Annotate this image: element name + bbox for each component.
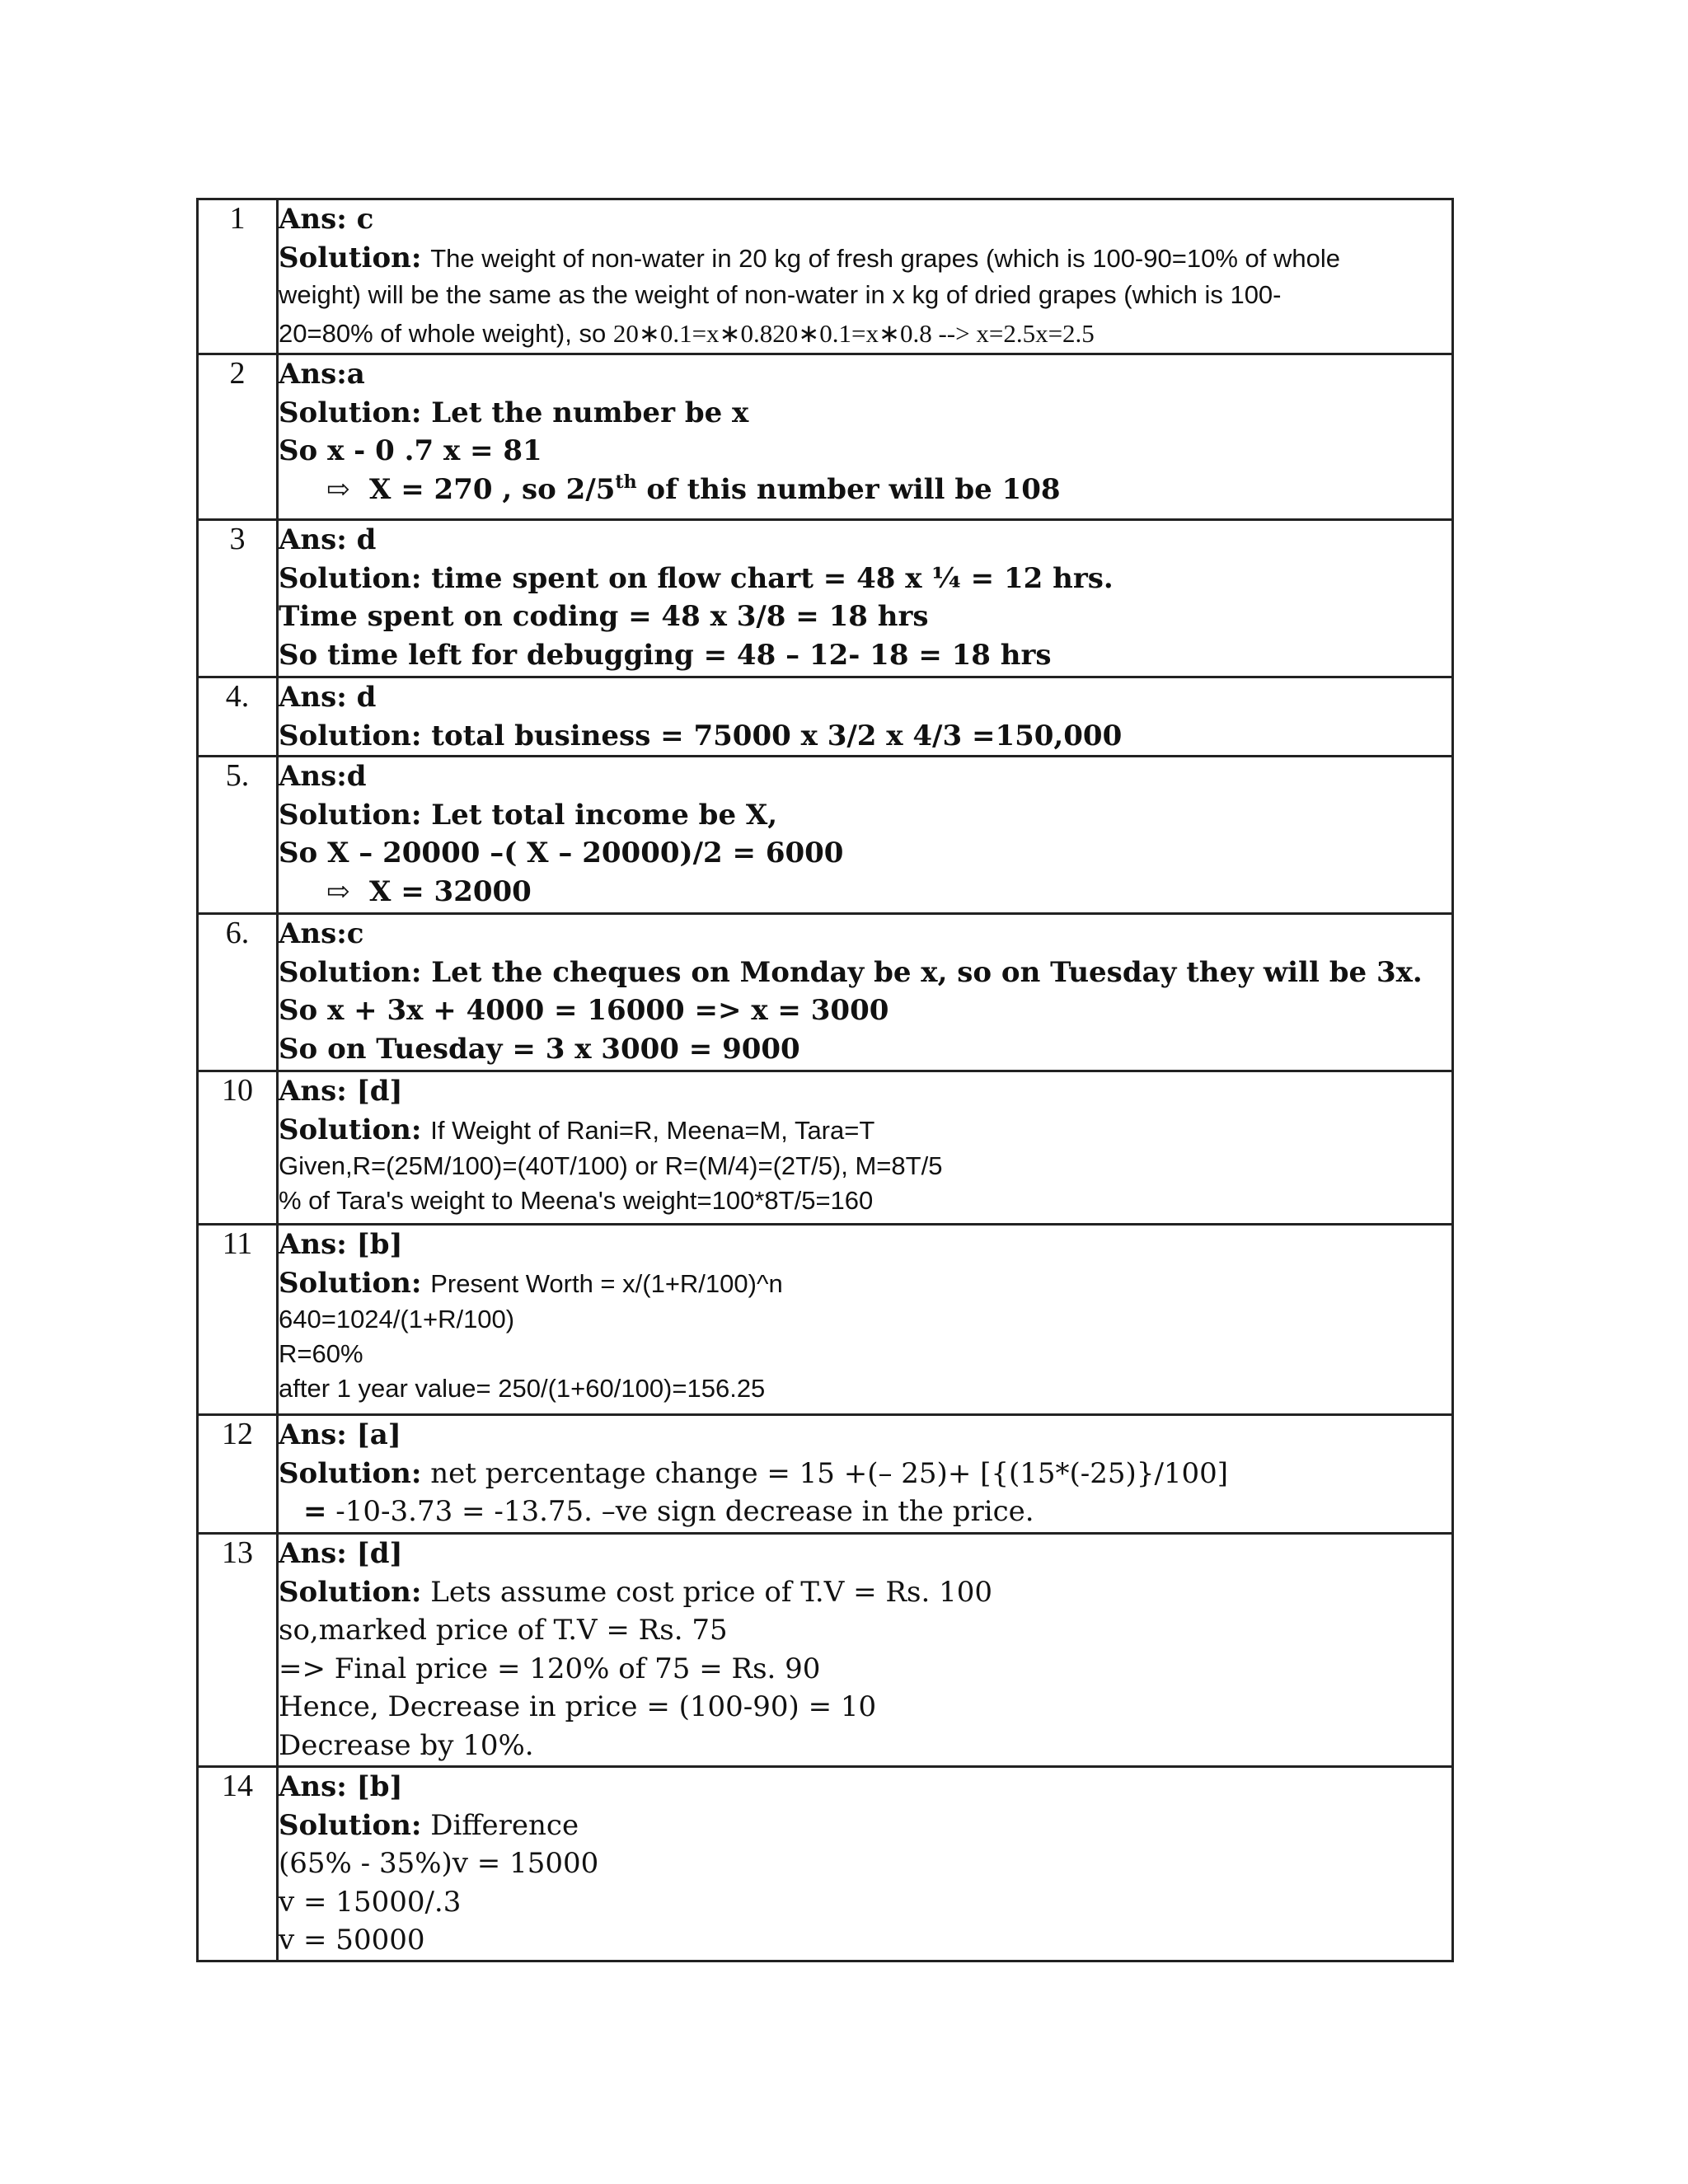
solution-line [279, 239, 1451, 278]
table-row [198, 199, 1453, 354]
table-row [198, 1767, 1453, 1961]
solution-label: Solution: [279, 1808, 422, 1842]
solution-text: X = 32000 [369, 874, 532, 908]
solution-line: So X – 20000 –( X – 20000)/2 = 6000 [279, 837, 844, 869]
solution-line: v = 15000/.3 [279, 1885, 462, 1919]
answer-cell [278, 757, 1453, 914]
solution-line: Solution: total business = 75000 x 3/2 x 4/3 =150,000 [279, 719, 1123, 752]
solution-text: Lets assume cost price of T.V = Rs. 100 [430, 1575, 992, 1609]
question-number: 4. [198, 677, 278, 757]
solution-line: (65% - 35%)v = 15000 [279, 1847, 599, 1880]
answer-label: Ans: [d] [279, 1075, 403, 1108]
solution-line: R=60% [279, 1339, 363, 1368]
answer-label: Ans: [a] [279, 1418, 401, 1451]
answer-cell [278, 1071, 1453, 1225]
solution-line: so,marked price of T.V = Rs. 75 [279, 1614, 728, 1647]
question-number: 2 [198, 354, 278, 520]
solution-text: Present Worth = x/(1+R/100)^n [430, 1268, 783, 1298]
solution-line: after 1 year value= 250/(1+60/100)=156.25 [279, 1374, 766, 1403]
answers-table [196, 198, 1454, 1962]
solution-line [279, 314, 1451, 354]
table-row [198, 354, 1453, 520]
answer-label: Ans: d [279, 523, 377, 556]
table-row [198, 914, 1453, 1071]
answer-label: Ans: [d] [279, 1537, 403, 1570]
table-row [198, 1225, 1453, 1415]
solution-line: So time left for debugging = 48 – 12- 18 = 18 hrs [279, 638, 1052, 672]
answer-label: Ans:c [279, 917, 364, 950]
answer-cell [278, 1534, 1453, 1767]
solution-line: Solution: Let total income be X, [279, 798, 778, 832]
solution-line: weight) will be the same as the weight of non-water in x kg of dried grapes (which is 100- [279, 280, 1282, 309]
solution-text: The weight of non-water in 20 kg of fresh grapes (which is 100-90=10% of whole [430, 243, 1340, 273]
solution-line: Time spent on coding = 48 x 3/8 = 18 hrs [279, 600, 929, 633]
answer-label: Ans: d [279, 681, 377, 714]
arrow-icon: ⇨ [326, 874, 350, 908]
arrow-icon: ⇨ [326, 472, 350, 506]
solution-line: 640=1024/(1+R/100) [279, 1305, 515, 1333]
question-number: 3 [198, 520, 278, 677]
solution-line [279, 1807, 1451, 1845]
solution-line [279, 1573, 1451, 1612]
solution-line [279, 471, 1451, 509]
question-number: 14 [198, 1767, 278, 1961]
table-row [198, 520, 1453, 677]
solution-line: So x + 3x + 4000 = 16000 => x = 3000 [279, 994, 889, 1027]
solution-line: Solution: Let the cheques on Monday be x, so on Tuesday they will be 3x. [279, 955, 1423, 989]
table-row [198, 1415, 1453, 1534]
solution-line [279, 1455, 1451, 1493]
answer-cell [278, 1767, 1453, 1961]
superscript: th [615, 471, 637, 493]
table-row [198, 757, 1453, 914]
solution-line: So on Tuesday = 3 x 3000 = 9000 [279, 1032, 800, 1066]
table-row [198, 1534, 1453, 1767]
answer-cell [278, 1415, 1453, 1534]
solution-label: Solution: [279, 1575, 422, 1609]
solution-label: Solution: [279, 241, 422, 274]
solution-line: So x - 0 .7 x = 81 [279, 434, 542, 467]
solution-text: If Weight of Rani=R, Meena=M, Tara=T [430, 1115, 875, 1145]
answer-cell [278, 914, 1453, 1071]
solution-text: 20=80% of whole weight), so [279, 318, 613, 348]
answer-cell [278, 354, 1453, 520]
solution-line: Decrease by 10%. [279, 1728, 534, 1762]
question-number: 1 [198, 199, 278, 354]
answer-label: Ans:a [279, 358, 365, 391]
solution-line: Solution: Let the number be x [279, 396, 749, 429]
question-number: 10 [198, 1071, 278, 1225]
solution-text: X = 270 , so 2/5 [369, 472, 616, 506]
table-row [198, 677, 1453, 757]
solution-label: Solution: [279, 1113, 422, 1146]
answer-cell [278, 199, 1453, 354]
question-number: 12 [198, 1415, 278, 1534]
formula-text: 20∗0.1=x∗0.820∗0.1=x∗0.8 --> x=2.5x=2.5 [612, 318, 1095, 348]
answer-label: Ans:d [279, 760, 367, 793]
answer-cell [278, 520, 1453, 677]
solution-text: Difference [430, 1808, 579, 1842]
solution-text: net percentage change = 15 +(– 25)+ [{(15*(-25)}/100] [430, 1456, 1229, 1490]
question-number: 6. [198, 914, 278, 1071]
solution-line [279, 1264, 1451, 1303]
solution-label: Solution: [279, 1266, 422, 1300]
solution-line: v = 50000 [279, 1924, 425, 1957]
solution-line: Given,R=(25M/100)=(40T/100) or R=(M/4)=(2T/5), M=8T/5 [279, 1151, 943, 1180]
solution-line: Solution: time spent on flow chart = 48 x ¼ = 12 hrs. [279, 561, 1114, 595]
answer-label: Ans: c [279, 203, 374, 236]
answer-cell [278, 1225, 1453, 1415]
question-number: 11 [198, 1225, 278, 1415]
answer-label: Ans: [b] [279, 1228, 403, 1261]
question-number: 13 [198, 1534, 278, 1767]
solution-text: of this number will be 108 [636, 472, 1061, 506]
answer-label: Ans: [b] [279, 1770, 403, 1803]
question-number: 5. [198, 757, 278, 914]
table-row [198, 1071, 1453, 1225]
answer-cell [278, 677, 1453, 757]
solution-label: Solution: [279, 1456, 422, 1490]
solution-line [279, 1493, 1451, 1531]
solution-text: -10-3.73 = -13.75. –ve sign decrease in the price. [326, 1495, 1034, 1528]
solution-line: Hence, Decrease in price = (100-90) = 10 [279, 1690, 877, 1723]
solution-line: => Final price = 120% of 75 = Rs. 90 [279, 1652, 821, 1685]
solution-line [279, 873, 1451, 912]
solution-text: = [303, 1495, 327, 1528]
solution-line [279, 1111, 1451, 1150]
solution-line: % of Tara's weight to Meena's weight=100*8T/5=160 [279, 1186, 874, 1215]
